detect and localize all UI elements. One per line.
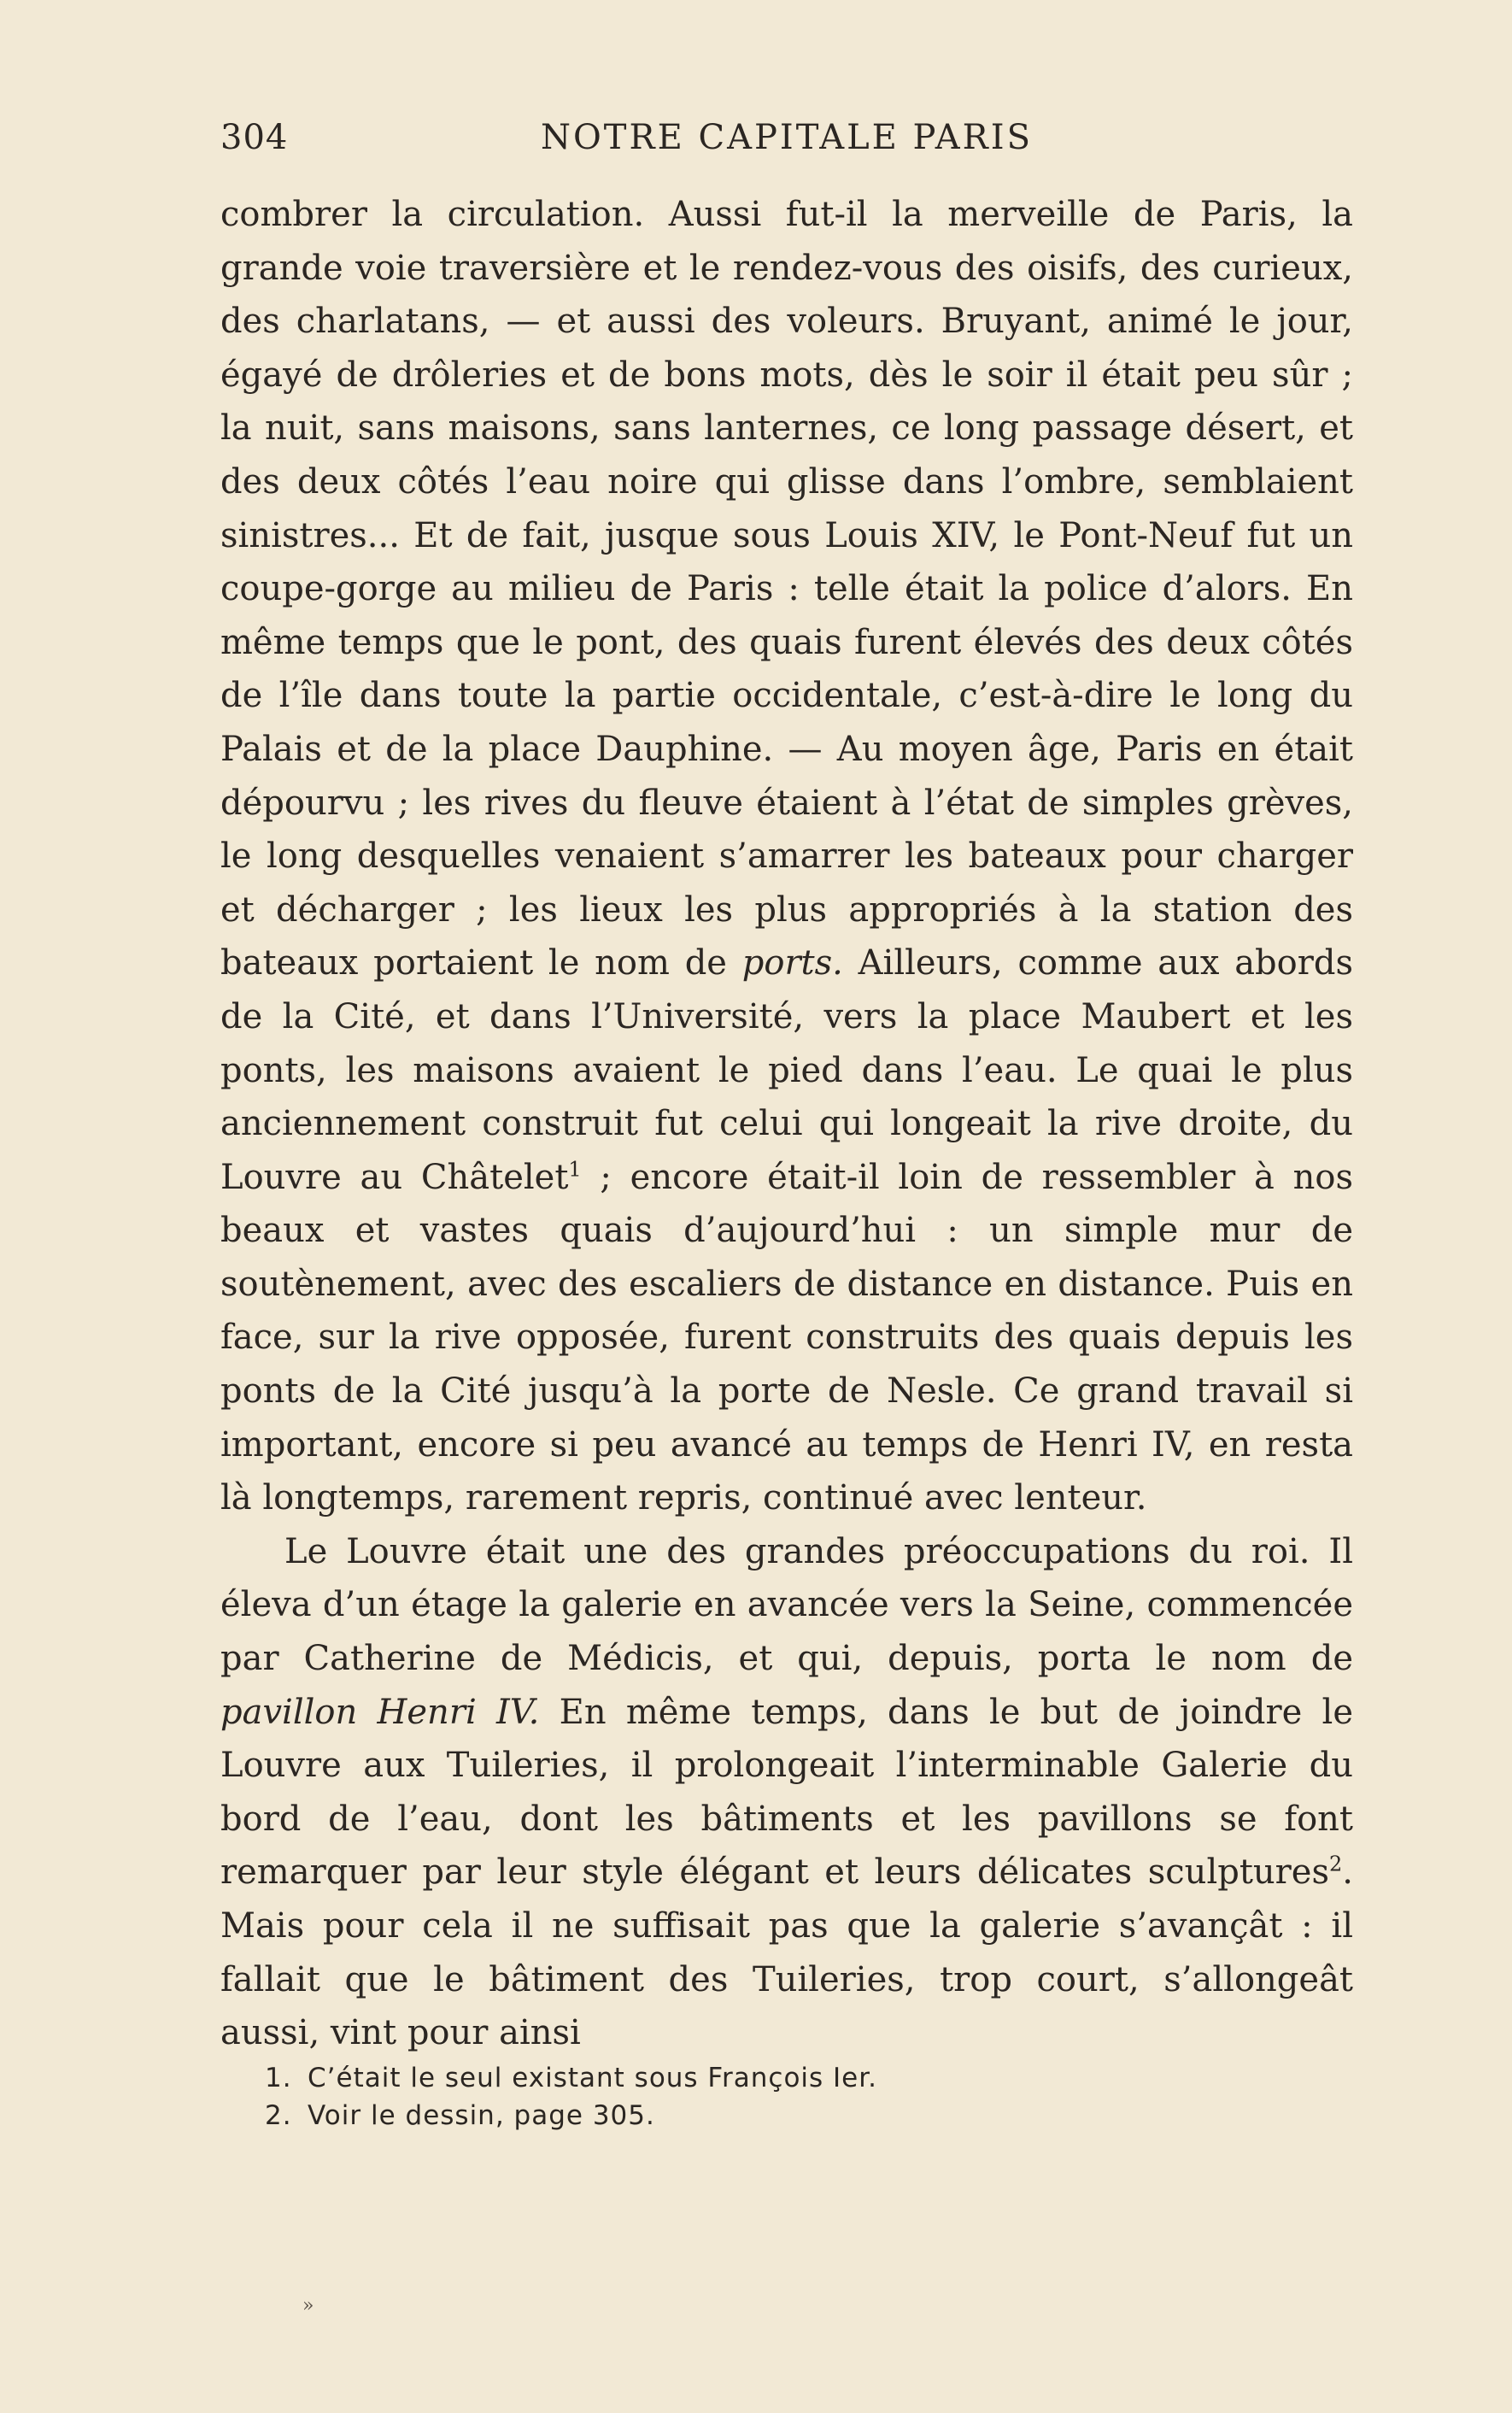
footnote-2-number: 2. [265, 2100, 292, 2131]
footnotes [265, 2059, 1290, 2134]
running-head [220, 118, 1353, 169]
paragraph-1-part-c: ; encore était-il loin de ressembler à nos beaux et vastes quais d’aujourd’hui : un simple mur de soutènement, avec des escaliers de distance en distance. Puis en face, sur la rive opposée, furent construits des quais depuis les ponts de la Cité jusqu’à la porte de Nesle. Ce grand travail si important, encore si peu avancé au temps de Henri IV, en resta là longtemps, rarement repris, continué avec lenteur. [220, 1157, 1353, 1518]
footnote-1-text: C’était le seul existant sous François Ier. [308, 2063, 877, 2093]
paragraph-2-part-b: En même temps, dans le but de joindre le Louvre aux Tuileries, il prolongeait l’interminable Galerie du bord de l’eau, dont les bâtiments et les pavillons se font remarquer par leur style élégant et leurs délicates sculptures [220, 1692, 1354, 1893]
footnote-1-number: 1. [265, 2063, 292, 2093]
footnote-2-text: Voir le dessin, page 305. [308, 2100, 655, 2131]
stray-mark: » [302, 2295, 314, 2316]
paragraph-1-part-b: Ailleurs, comme aux abords de la Cité, et dans l’Université, vers la place Maubert et les ponts, les maisons avaient le pied dans l’eau. Le quai le plus anciennement construit fut celui qui longeait la rive droite, du Louvre au Châtelet [220, 943, 1353, 1197]
footnote-2 [265, 2097, 1290, 2134]
paragraph-2-part-a: Le Louvre était une des grandes préoccupations du roi. Il éleva d’un étage la galerie en avancée vers la Seine, commencée par Catherine de Médicis, et qui, depuis, porta le nom de [220, 1531, 1353, 1679]
paragraph-1 [220, 188, 1353, 1525]
footnote-marker-1: 1 [568, 1157, 582, 1182]
running-title: NOTRE CAPITALE PARIS [540, 118, 1033, 157]
page-number: 304 [220, 118, 289, 157]
footnote-1 [265, 2059, 1290, 2097]
paragraph-2 [220, 1525, 1353, 2060]
italic-pavillon-henri-iv: pavillon Henri IV. [220, 1692, 540, 1732]
body-text [220, 188, 1353, 2060]
paragraph-2-part-c: . Mais pour cela il ne suffisait pas que la galerie s’avançât : il fallait que le bâtiment des Tuileries, trop court, s’allongeât aussi, vint pour ainsi [220, 1852, 1353, 2053]
italic-ports: ports. [741, 943, 843, 983]
paragraph-1-part-a: combrer la circulation. Aussi fut-il la merveille de Paris, la grande voie traversière et le rendez-vous des oisifs, des curieux, des charlatans, — et aussi des voleurs. Bruyant, animé le jour, égayé de drôleries et de bons mots, dès le soir il était peu sûr ; la nuit, sans maisons, sans lanternes, ce long passage désert, et des deux côtés l’eau noire qui glisse dans l’ombre, semblaient sinistres... Et de fait, jusque sous Louis XIV, le Pont-Neuf fut un coupe-gorge au milieu de Paris : telle était la police d’alors. En même temps que le pont, des quais furent élevés des deux côtés de l’île dans toute la partie occidentale, c’est-à-dire le long du Palais et de la place Dauphine. — Au moyen âge, Paris en était dépourvu ; les rives du fleuve étaient à l’état de simples grèves, le long desquelles venaient s’amarrer les bateaux pour charger et décharger ; les lieux les plus appropriés à la station des bateaux portaient le nom de [220, 195, 1353, 983]
footnote-marker-2: 2 [1329, 1852, 1343, 1877]
